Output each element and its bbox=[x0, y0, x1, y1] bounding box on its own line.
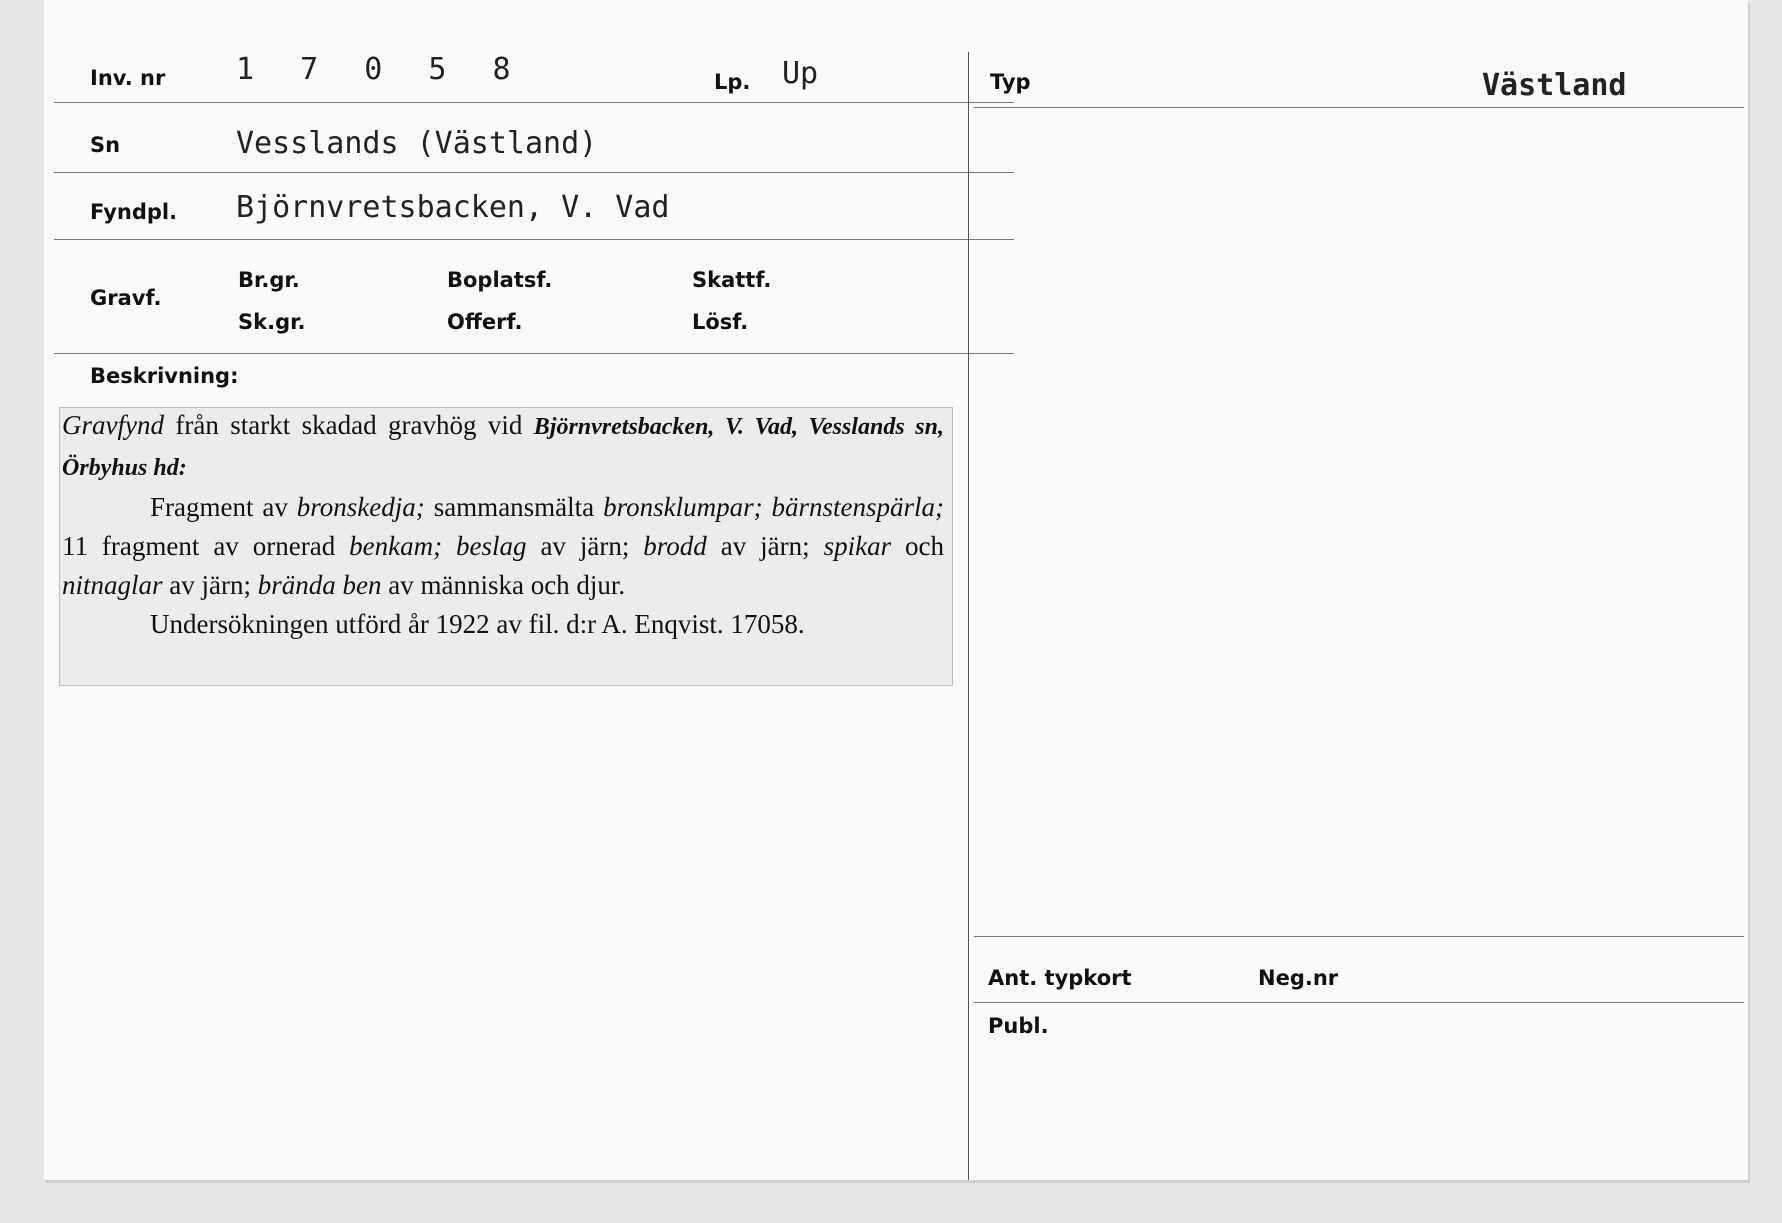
fyndpl-value: Björnvretsbacken, V. Vad bbox=[236, 190, 670, 225]
gravf-label: Gravf. bbox=[90, 286, 162, 310]
sn-value: Vesslands (Västland) bbox=[236, 126, 598, 161]
rule-ant bbox=[974, 936, 1744, 937]
description-run: 11 fragment av ornerad bbox=[62, 531, 350, 561]
description-paragraph bbox=[62, 605, 944, 644]
column-divider bbox=[968, 52, 969, 1180]
skgr-label: Sk.gr. bbox=[238, 310, 306, 334]
description-run: bronsklumpar; bärnstenspärla; bbox=[603, 492, 944, 522]
offerf-label: Offerf. bbox=[447, 310, 523, 334]
brgr-label: Br.gr. bbox=[238, 268, 300, 292]
description-paragraph bbox=[62, 406, 944, 488]
description-run: spikar bbox=[823, 531, 892, 561]
boplatsf-label: Boplatsf. bbox=[447, 268, 553, 292]
rule-neg bbox=[974, 1002, 1744, 1003]
description-run: nitnaglar bbox=[62, 570, 163, 600]
description-run: av människa och djur. bbox=[381, 570, 626, 600]
rule-fyndpl bbox=[54, 239, 1014, 240]
beskrivning-label: Beskrivning: bbox=[90, 364, 239, 388]
description-run: från starkt skadad gravhög vid bbox=[163, 410, 534, 440]
inv-label: Inv. nr bbox=[90, 66, 166, 90]
description-run: bronskedja; bbox=[296, 492, 425, 522]
lp-label: Lp. bbox=[714, 70, 751, 94]
description-text bbox=[62, 406, 944, 644]
catalog-card bbox=[44, 0, 1748, 1180]
description-run: Undersökningen utförd år 1922 av fil. d:r A. Enqvist. 17058. bbox=[150, 609, 805, 639]
description-run: brodd bbox=[643, 531, 707, 561]
typ-value: Västland bbox=[1482, 68, 1627, 103]
typ-label: Typ bbox=[990, 70, 1031, 94]
description-paragraph bbox=[62, 488, 944, 605]
description-run: sammansmälta bbox=[424, 492, 604, 522]
description-run: av järn; bbox=[706, 531, 824, 561]
rule-typ bbox=[974, 107, 1744, 108]
rule-gravf bbox=[54, 353, 1014, 354]
ant-typkort-label: Ant. typkort bbox=[988, 966, 1132, 990]
neg-nr-label: Neg.nr bbox=[1258, 966, 1339, 990]
description-run: av järn; bbox=[526, 531, 644, 561]
publ-label: Publ. bbox=[988, 1014, 1049, 1038]
rule-sn bbox=[54, 172, 1014, 173]
inv-value: 1 7 0 5 8 bbox=[236, 52, 525, 87]
description-run: Fragment av bbox=[150, 492, 297, 522]
fyndpl-label: Fyndpl. bbox=[90, 200, 178, 224]
description-run: brända ben bbox=[257, 570, 382, 600]
rule-inv bbox=[54, 102, 1014, 103]
sn-label: Sn bbox=[90, 133, 121, 157]
lp-value: Up bbox=[782, 56, 819, 91]
losf-label: Lösf. bbox=[692, 310, 749, 334]
description-run: Gravfynd bbox=[62, 410, 164, 440]
description-run: Björnvretsbacken, V. Vad, Vesslands sn, Örbyhus hd: bbox=[62, 414, 944, 481]
description-run: av järn; bbox=[162, 570, 258, 600]
description-run: benkam; beslag bbox=[349, 531, 527, 561]
skattf-label: Skattf. bbox=[692, 268, 772, 292]
description-run: och bbox=[891, 531, 945, 561]
